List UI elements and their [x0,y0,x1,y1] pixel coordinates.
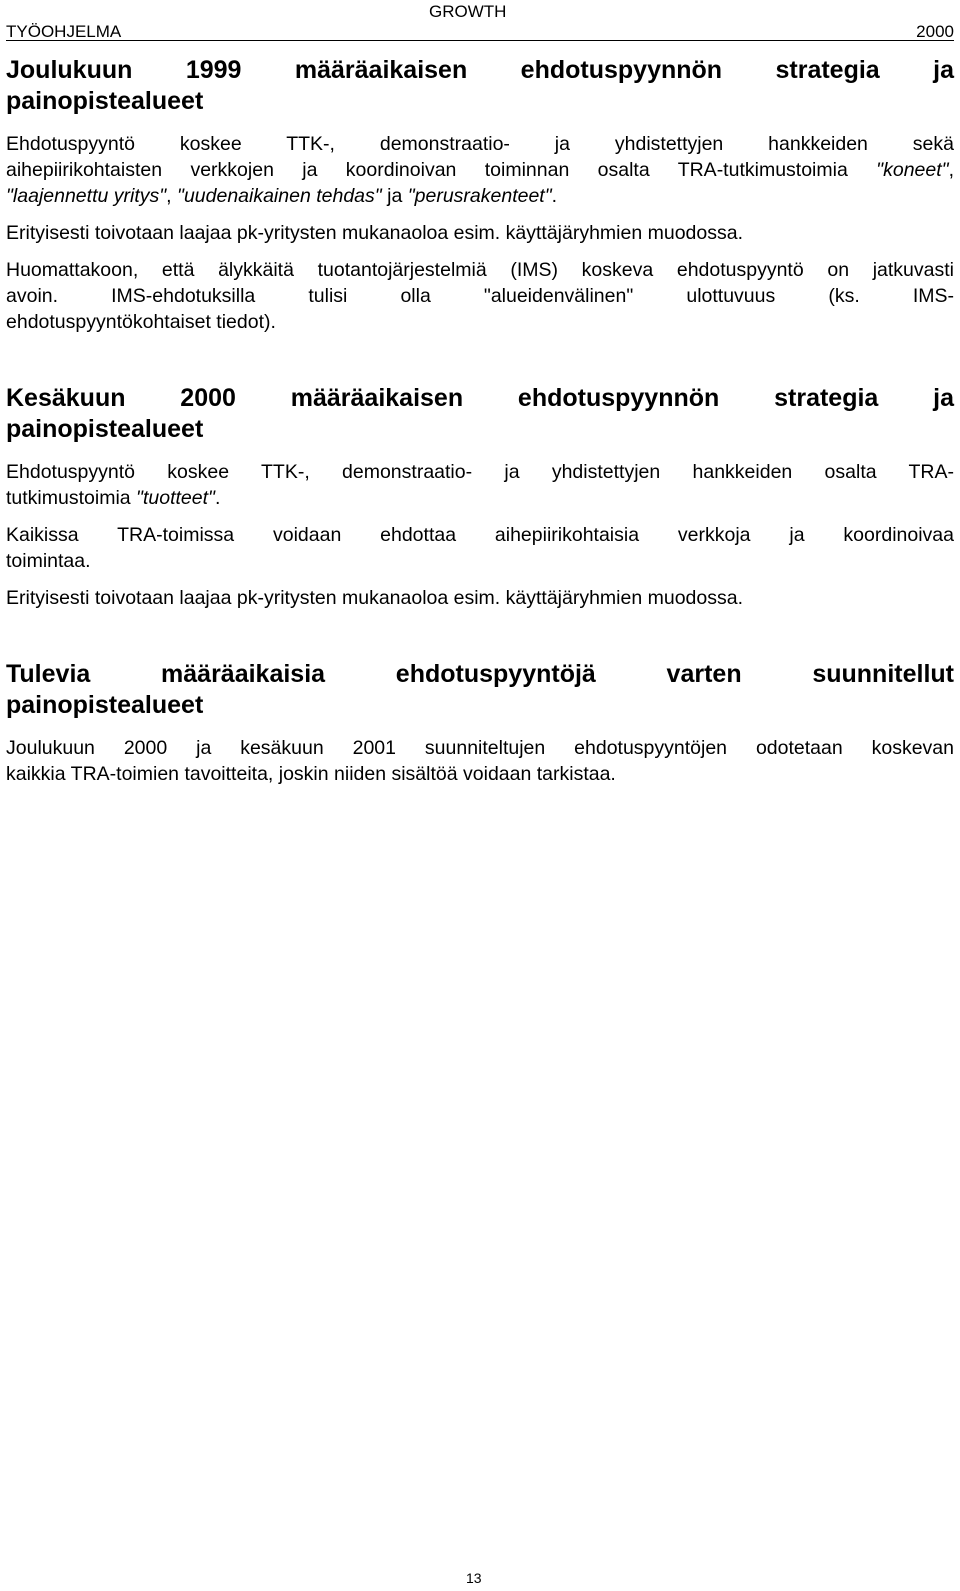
paragraph: Erityisesti toivotaan laajaa pk-yritysten mukanaoloa esim. käyttäjäryhmien muodossa. [6,222,744,244]
header-program-name: GROWTH [429,2,507,21]
section-heading: Tulevia määräaikaisia ehdotuspyyntöjä varten suunnitellut painopistealueet [6,660,954,719]
document-page [6,0,954,798]
paragraph: Kaikissa TRA-toimissa voidaan ehdottaa aihepiirikohtaisia verkkoja ja koordinoivaa toimintaa. [6,524,954,572]
section-june-2000 [6,383,954,611]
page-number: 13 [466,1570,482,1586]
paragraph: Ehdotuspyyntö koskee TTK-, demonstraatio- ja yhdistettyjen hankkeiden osalta TRA- tutkimustoimia "tuotteet". [6,461,954,509]
header-year: 2000 [916,22,954,41]
section-heading: Kesäkuun 2000 määräaikaisen ehdotuspyynnön strategia ja painopistealueet [6,384,954,443]
header-program-title: TYÖOHJELMA [6,22,122,41]
section-december-1999 [6,55,954,335]
paragraph: Huomattakoon, että älykkäitä tuotantojärjestelmiä (IMS) koskeva ehdotuspyyntö on jatkuvasti avoin. IMS-ehdotuksilla tulisi olla "alueidenvälinen" ulottuvuus (ks. IMS- ehdotuspyyntökohtaiset tiedot). [6,259,954,333]
paragraph: Ehdotuspyyntö koskee TTK-, demonstraatio- ja yhdistettyjen hankkeiden sekä aihepiirikohtaisten verkkojen ja koordinoivan toiminnan osalta TRA-tutkimustoimia "koneet", "laajennettu yritys", "uudenaikainen tehdas" ja "perusrakenteet". [6,133,954,207]
section-future-calls [6,659,954,787]
section-heading: Joulukuun 1999 määräaikaisen ehdotuspyynnön strategia ja painopistealueet [6,56,954,115]
page-header [6,0,954,41]
paragraph: Joulukuun 2000 ja kesäkuun 2001 suunniteltujen ehdotuspyyntöjen odotetaan koskevan kaikkia TRA-toimien tavoitteita, joskin niiden sisältöä voidaan tarkistaa. [6,737,954,785]
paragraph: Erityisesti toivotaan laajaa pk-yritysten mukanaoloa esim. käyttäjäryhmien muodossa. [6,587,744,609]
